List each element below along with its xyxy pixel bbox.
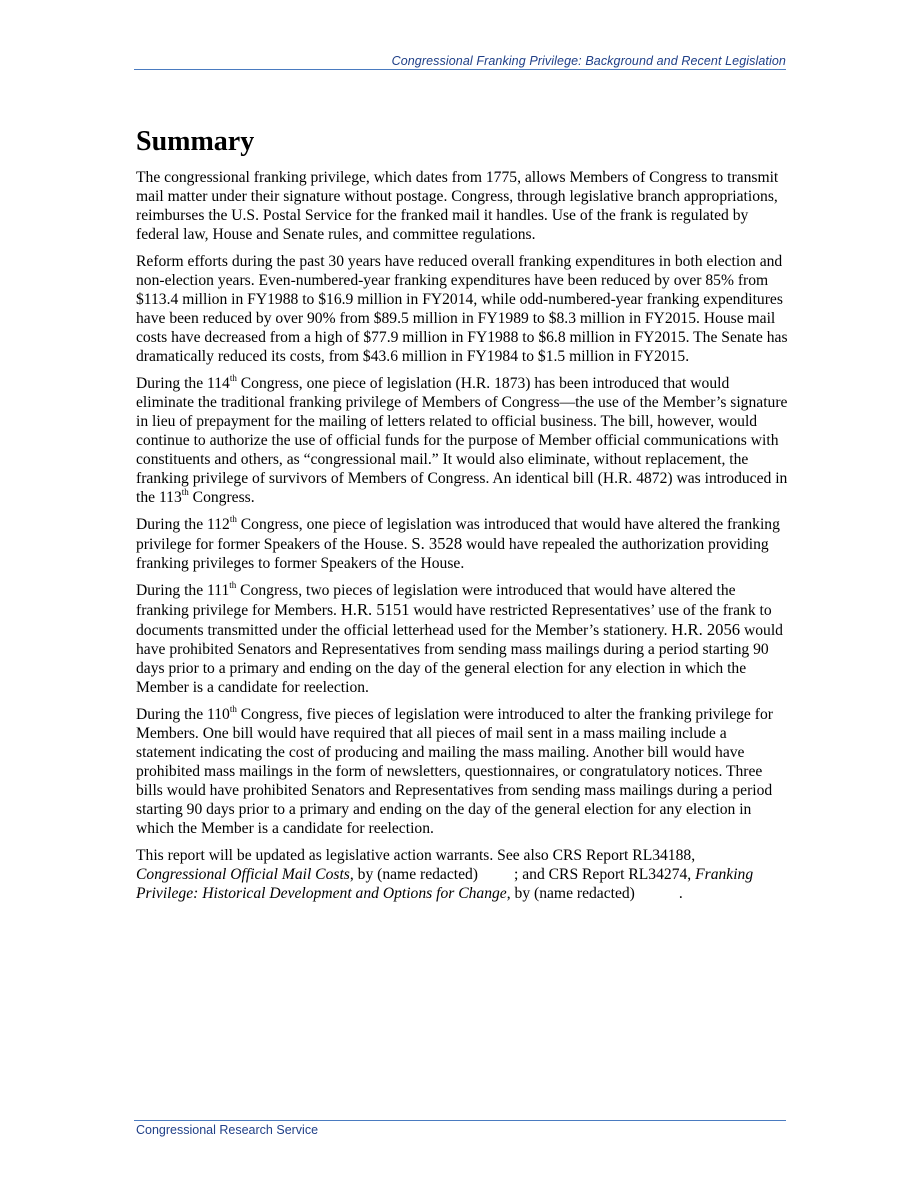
ordinal-superscript: th	[229, 579, 237, 590]
report-title: Franking Privilege: Historical Development and Options for Change	[136, 866, 754, 902]
header-rule	[134, 69, 786, 70]
text-segment: Congress.	[188, 489, 255, 506]
text-segment: Congress, five pieces of legislation were introduced to alter the franking privilege for Members. One bill would have required that all pieces of mail sent in a mass mailing include a statement indicating the cost of producing and mailing the mass mailing. Another bill would have prohibited mass mailings in the form of newsletters, questionnaires, or congratulatory notices. Three bills would have prohibited Senators and Representatives from sending mass mailings during a period starting 90 days prior to a primary and ending on the day of the general election for any election in which the Member is a candidate for reelection.	[136, 706, 773, 837]
summary-heading: Summary	[136, 126, 255, 157]
text-segment: During the 111	[136, 582, 230, 599]
text-segment: , by (name redacted)	[349, 866, 479, 883]
paragraph-110th-congress	[136, 705, 788, 838]
paragraph-111th-congress	[136, 581, 788, 697]
paragraph-114th-congress	[136, 374, 788, 507]
footer-organization: Congressional Research Service	[136, 1123, 319, 1137]
paragraph-112th-congress	[136, 515, 788, 573]
text-segment: would have repealed the authorization providing franking privileges to former Speakers of the House.	[136, 536, 769, 572]
ordinal-superscript: th	[229, 372, 237, 383]
text-segment: This report will be updated as legislative action warrants. See also CRS Report RL34188,	[136, 847, 696, 864]
paragraph-related-reports	[136, 846, 788, 903]
text-segment: .	[678, 885, 683, 902]
summary-section	[136, 124, 788, 911]
text-segment: would have restricted Representatives’ use of the frank to documents transmitted under the official letterhead used for the Member’s stationery.	[136, 602, 772, 639]
bill-reference: S. 3528	[411, 534, 463, 553]
bill-reference: H.R. 5151	[340, 600, 410, 619]
running-header-title: Congressional Franking Privilege: Background and Recent Legislation	[391, 54, 786, 68]
paragraph-franking-overview: The congressional franking privilege, which dates from 1775, allows Members of Congress to transmit mail matter under their signature without postage. Congress, through legislative branch appropriations, reimburses the U.S. Postal Service for the franked mail it handles. Use of the frank is regulated by federal law, House and Senate rules, and committee regulations.	[136, 169, 779, 243]
text-segment: Congress, two pieces of legislation were introduced that would have altered the franking privilege for Members.	[136, 582, 736, 619]
paragraph-reform-efforts: Reform efforts during the past 30 years have reduced overall franking expenditures in both election and non-election years. Even-numbered-year franking expenditures have been reduced by over 85% from $113.4 million in FY1988 to $16.9 million in FY2014, while odd-numbered-year franking expenditures have been reduced by over 90% from $89.5 million in FY1989 to $8.3 million in FY2015. House mail costs have decreased from a high of $77.9 million in FY1988 to $6.8 million in FY2015. The Senate has dramatically reduced its costs, from $43.6 million in FY1984 to $1.5 million in FY2015.	[136, 253, 788, 365]
text-segment: Congress, one piece of legislation was introduced that would have altered the franking privilege for former Speakers of the House.	[136, 516, 780, 553]
text-segment: During the 110	[136, 706, 230, 723]
ordinal-superscript: th	[181, 486, 189, 497]
text-segment: would have prohibited Senators and Representatives from sending mass mailings during a period starting 90 days prior to a primary and ending on the day of the general election for any election in which the Member is a candidate for reelection.	[136, 622, 783, 696]
bill-reference: H.R. 2056	[671, 620, 741, 639]
report-title: Congressional Official Mail Costs	[136, 866, 350, 883]
ordinal-superscript: th	[229, 703, 237, 714]
text-segment: Congress, one piece of legislation (H.R. 1873) has been introduced that would eliminate the traditional franking privilege of Members of Congress—the use of the Member’s signature in lieu of prepayment for the mailing of letters related to official business. The bill, however, would continue to authorize the use of official funds for the purpose of Member official communications with constituents and others, as “congressional mail.” It would also eliminate, without replacement, the franking privilege of survivors of Members of Congress. An identical bill (H.R. 4872) was introduced in the 113	[136, 375, 788, 506]
text-segment: , by (name redacted)	[506, 885, 635, 902]
ordinal-superscript: th	[229, 513, 237, 524]
text-segment: During the 114	[136, 375, 230, 392]
footer-rule	[134, 1120, 786, 1121]
text-segment: ; and CRS Report RL34274,	[514, 866, 696, 883]
text-segment: During the 112	[136, 516, 230, 533]
